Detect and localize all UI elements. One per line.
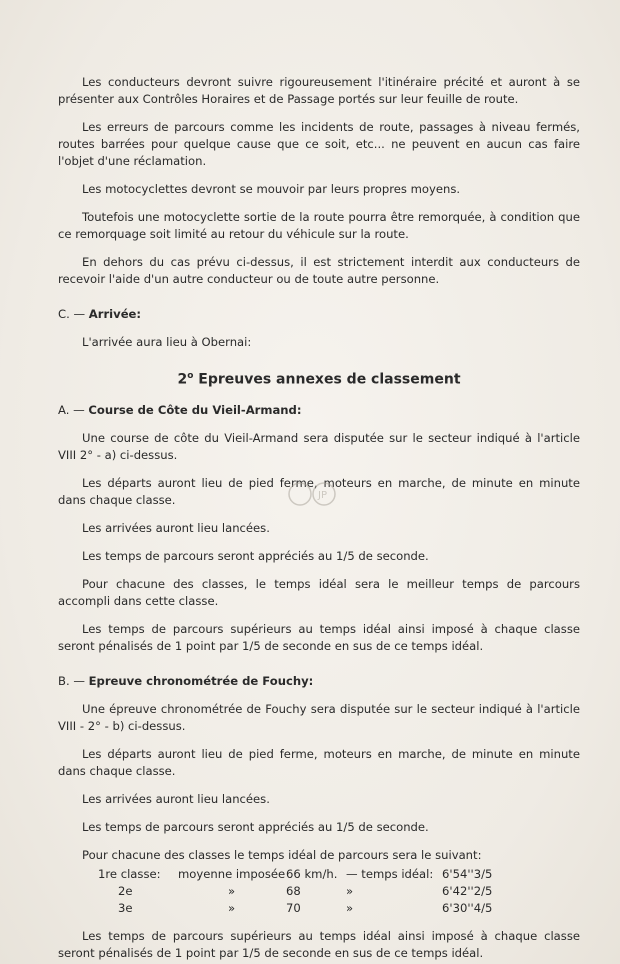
paragraph: Une épreuve chronométrée de Fouchy sera disputée sur le secteur indiqué à l'article VIII - 2° - b) ci-dessus. — [58, 701, 580, 733]
paragraph: Pour chacune des classes, le temps idéal sera le meilleur temps de parcours accompli dans cette classe. — [58, 576, 580, 608]
paragraph: Les temps de parcours supérieurs au temps idéal ainsi imposé à chaque classe seront pénalisés de 1 point par 1/5 de seconde en sus de ce temps idéal. — [58, 928, 580, 960]
table-row: 3e » 70 » 6'30''4/5 — [118, 900, 493, 915]
paragraph: Les temps de parcours seront appréciés au 1/5 de seconde. — [82, 548, 429, 563]
paragraph: Les temps de parcours supérieurs au temps idéal ainsi imposé à chaque classe seront pénalisés de 1 point par 1/5 de seconde en sus de ce temps idéal. — [58, 621, 580, 653]
document-body — [58, 74, 580, 962]
paragraph: Les arrivées auront lieu lancées. — [82, 791, 270, 806]
paragraph: Une course de côte du Vieil-Armand sera disputée sur le secteur indiqué à l'article VIII 2° - a) ci-dessus. — [58, 430, 580, 462]
table-row: 2e » 68 » 6'42''2/5 — [118, 883, 493, 898]
watermark-stamp-icon — [286, 474, 340, 514]
paragraph: Les départs auront lieu de pied ferme, moteurs en marche, de minute en minute dans chaque classe. — [58, 746, 580, 778]
paragraph: Pour chacune des classes le temps idéal de parcours sera le suivant: — [82, 847, 482, 862]
paragraph: Toutefois une motocyclette sortie de la route pourra être remorquée, à condition que ce remorquage soit limité au retour du véhicule sur la route. — [58, 210, 580, 241]
section-a-heading: A. — Course de Côte du Vieil-Armand: — [58, 402, 302, 417]
section-title: 2$^o$ Epreuves annexes de classement — [177, 371, 461, 388]
section-b-heading: B. — Epreuve chronométrée de Fouchy: — [58, 673, 314, 688]
paragraph: Les conducteurs devront suivre rigoureusement l'itinéraire précité et auront à se présenter aux Contrôles Horaires et de Passage portés sur leur feuille de route. — [58, 75, 580, 106]
paragraph: Les temps de parcours seront appréciés au 1/5 de seconde. — [82, 819, 429, 834]
stamp-text: JP — [318, 490, 327, 501]
paragraph: Les arrivées auront lieu lancées. — [82, 520, 270, 535]
paragraph: Les départs auront lieu de pied ferme, moteurs en marche, de minute en minute dans chaque classe. — [58, 475, 580, 507]
paragraph: Les erreurs de parcours comme les incidents de route, passages à niveau fermés, routes barrées pour quelque cause que ce soit, etc... ne peuvent en aucun cas faire l'objet d'une réclamation. — [58, 120, 580, 168]
paragraph: En dehors du cas prévu ci-dessus, il est strictement interdit aux conducteurs de recevoir l'aide d'un autre conducteur ou de toute autre personne. — [58, 255, 580, 286]
paragraph: Les motocyclettes devront se mouvoir par leurs propres moyens. — [82, 182, 461, 196]
section-c-heading: C. — Arrivée: — [58, 307, 142, 321]
ideal-times-table — [58, 866, 580, 917]
table-row: 1re classe: moyenne imposée 66 km/h. — temps idéal: 6'54''3/5 — [98, 866, 493, 881]
paragraph: L'arrivée aura lieu à Obernai: — [82, 335, 252, 349]
